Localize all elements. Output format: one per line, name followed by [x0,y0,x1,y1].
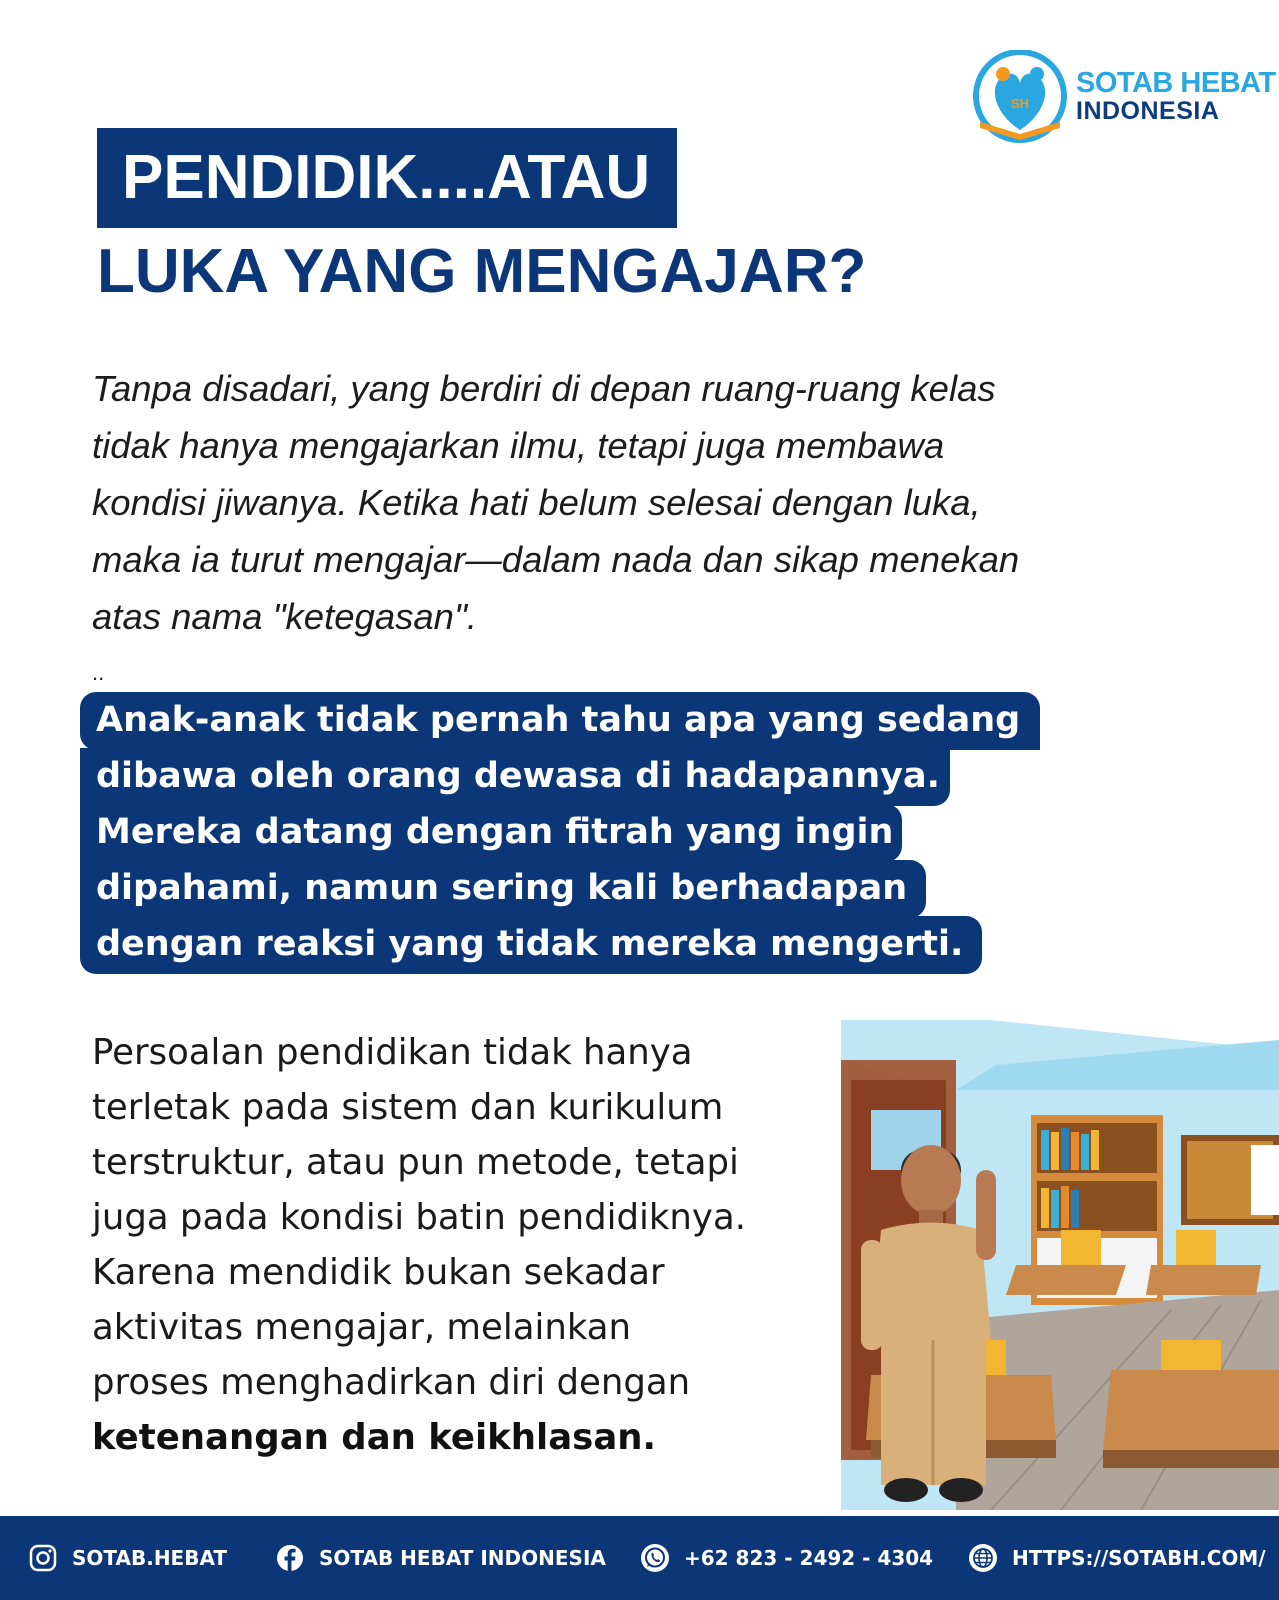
highlight-line: Anak-anak tidak pernah tahu apa yang sedang [80,692,1040,750]
svg-text:SH: SH [1010,96,1030,111]
highlight-line: dengan reaksi yang tidak mereka mengerti. [80,916,982,974]
instagram-handle: SOTAB.HEBAT [72,1546,228,1570]
intro-line: Tanpa disadari, yang berdiri di depan ruang-ruang kelas [92,368,996,409]
separator-dots: .. [92,660,105,685]
body-line: terstruktur, atau pun metode, tetapi [92,1142,739,1183]
body-paragraph [92,1025,746,1465]
body-line: aktivitas mengajar, melainkan [92,1307,632,1348]
intro-line: tidak hanya mengajarkan ilmu, tetapi juga membawa [92,425,945,466]
facebook-icon [275,1543,305,1573]
page-title-line2: LUKA YANG MENGAJAR? [97,237,867,306]
brand-name [1076,68,1276,125]
website-url: HTTPS://SOTABH.COM/ [1012,1546,1266,1570]
highlight-line: Mereka datang dengan fitrah yang ingin [80,804,902,862]
body-line: terletak pada sistem dan kurikulum [92,1087,724,1128]
whatsapp-icon [640,1543,670,1573]
highlight-line: dibawa oleh orang dewasa di hadapannya. [80,748,950,806]
instagram-icon [28,1543,58,1573]
brand-line1: SOTAB HEBAT [1076,67,1276,99]
intro-paragraph [92,360,1172,645]
whatsapp-number: +62 823 - 2492 - 4304 [684,1546,934,1570]
facebook-page: SOTAB HEBAT INDONESIA [319,1546,606,1570]
classroom-teacher-illustration [841,1020,1279,1510]
page-title-line1: PENDIDIK....ATAU [97,128,677,228]
brand-line2: INDONESIA [1076,97,1220,126]
globe-icon [968,1543,998,1573]
body-bold-line: ketenangan dan keikhlasan. [92,1417,657,1458]
body-line: Karena mendidik bukan sekadar [92,1252,665,1293]
intro-line: kondisi jiwanya. Ketika hati belum selesai dengan luka, [92,482,981,523]
footer-website[interactable] [968,1516,1266,1600]
footer-bar [0,1516,1279,1600]
body-line: juga pada kondisi batin pendidiknya. [92,1197,746,1238]
body-line: Persoalan pendidikan tidak hanya [92,1032,693,1073]
body-line: proses menghadirkan diri dengan [92,1362,691,1403]
intro-line: atas nama "ketegasan". [92,596,478,637]
footer-instagram[interactable] [28,1516,227,1600]
highlight-line: dipahami, namun sering kali berhadapan [80,860,926,918]
intro-line: maka ia turut mengajar—dalam nada dan sikap menekan [92,539,1020,580]
footer-facebook[interactable] [275,1516,606,1600]
footer-whatsapp[interactable] [640,1516,933,1600]
